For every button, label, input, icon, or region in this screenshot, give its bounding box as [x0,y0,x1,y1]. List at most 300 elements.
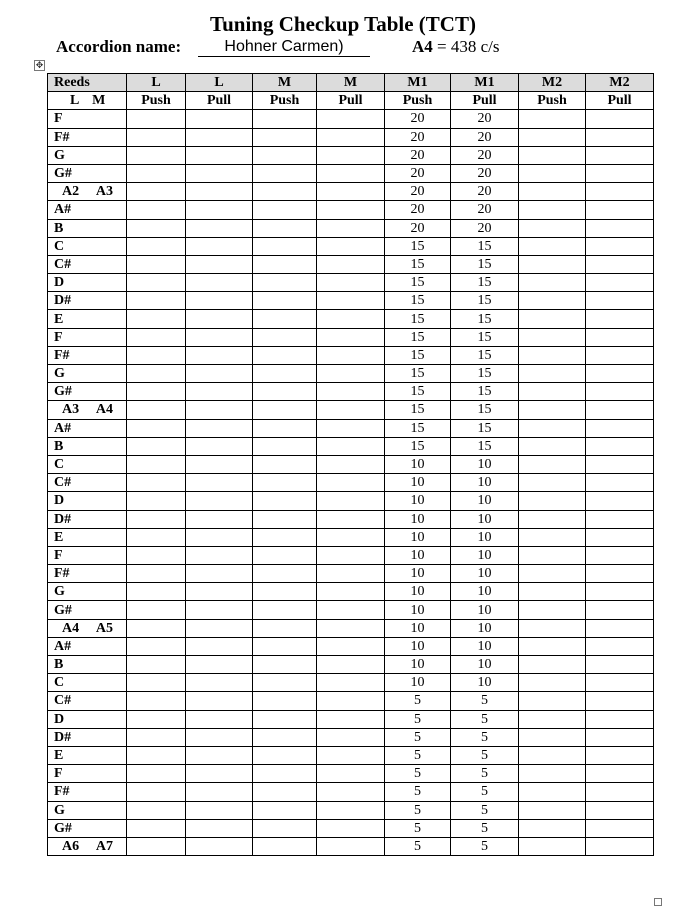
empty-cell[interactable] [317,164,385,182]
empty-cell[interactable] [317,365,385,383]
empty-cell[interactable] [186,528,253,546]
empty-cell[interactable] [519,783,586,801]
empty-cell[interactable] [586,128,654,146]
note-cell[interactable]: C [48,455,127,473]
empty-cell[interactable] [186,255,253,273]
empty-cell[interactable] [586,455,654,473]
empty-cell[interactable] [317,583,385,601]
empty-cell[interactable] [253,710,317,728]
note-cell[interactable]: C# [48,474,127,492]
empty-cell[interactable] [586,328,654,346]
empty-cell[interactable] [127,710,186,728]
empty-cell[interactable] [519,765,586,783]
empty-cell[interactable] [253,619,317,637]
empty-cell[interactable] [317,510,385,528]
empty-cell[interactable] [519,492,586,510]
m1-pull-cell[interactable]: 5 [451,801,519,819]
empty-cell[interactable] [317,310,385,328]
m1-pull-cell[interactable]: 15 [451,346,519,364]
empty-cell[interactable] [586,583,654,601]
m1-push-cell[interactable]: 15 [385,255,451,273]
m1-pull-cell[interactable]: 20 [451,183,519,201]
note-cell[interactable]: G [48,365,127,383]
empty-cell[interactable] [317,801,385,819]
empty-cell[interactable] [519,365,586,383]
m1-push-cell[interactable]: 10 [385,619,451,637]
empty-cell[interactable] [186,637,253,655]
empty-cell[interactable] [519,692,586,710]
empty-cell[interactable] [253,110,317,128]
empty-cell[interactable] [586,346,654,364]
empty-cell[interactable] [253,674,317,692]
empty-cell[interactable] [317,728,385,746]
empty-cell[interactable] [186,455,253,473]
empty-cell[interactable] [586,419,654,437]
m1-pull-cell[interactable]: 20 [451,146,519,164]
m1-push-cell[interactable]: 20 [385,219,451,237]
empty-cell[interactable] [586,710,654,728]
empty-cell[interactable] [317,437,385,455]
empty-cell[interactable] [186,365,253,383]
m1-pull-cell[interactable]: 5 [451,819,519,837]
note-cell[interactable]: A6 A7 [48,837,127,855]
m1-pull-cell[interactable]: 15 [451,419,519,437]
m1-push-cell[interactable]: 20 [385,110,451,128]
empty-cell[interactable] [253,419,317,437]
empty-cell[interactable] [186,492,253,510]
empty-cell[interactable] [317,274,385,292]
empty-cell[interactable] [186,164,253,182]
note-cell[interactable]: F# [48,346,127,364]
empty-cell[interactable] [317,674,385,692]
empty-cell[interactable] [317,710,385,728]
m1-pull-cell[interactable]: 10 [451,546,519,564]
m1-push-cell[interactable]: 15 [385,365,451,383]
note-cell[interactable]: E [48,528,127,546]
empty-cell[interactable] [519,201,586,219]
note-cell[interactable]: E [48,746,127,764]
m1-pull-cell[interactable]: 5 [451,728,519,746]
empty-cell[interactable] [127,528,186,546]
empty-cell[interactable] [519,383,586,401]
resize-square-icon[interactable] [654,898,662,906]
empty-cell[interactable] [127,765,186,783]
empty-cell[interactable] [586,819,654,837]
m1-pull-cell[interactable]: 10 [451,492,519,510]
m1-push-cell[interactable]: 10 [385,583,451,601]
m1-pull-cell[interactable]: 10 [451,455,519,473]
m1-push-cell[interactable]: 5 [385,819,451,837]
note-cell[interactable]: G# [48,383,127,401]
m1-push-cell[interactable]: 5 [385,692,451,710]
empty-cell[interactable] [127,437,186,455]
empty-cell[interactable] [186,110,253,128]
empty-cell[interactable] [127,274,186,292]
m1-push-cell[interactable]: 5 [385,746,451,764]
empty-cell[interactable] [586,783,654,801]
empty-cell[interactable] [127,746,186,764]
empty-cell[interactable] [186,783,253,801]
note-cell[interactable]: A# [48,201,127,219]
note-cell[interactable]: F [48,110,127,128]
m1-pull-cell[interactable]: 10 [451,565,519,583]
empty-cell[interactable] [586,164,654,182]
empty-cell[interactable] [127,656,186,674]
empty-cell[interactable] [127,146,186,164]
empty-cell[interactable] [586,601,654,619]
empty-cell[interactable] [127,164,186,182]
note-cell[interactable]: F# [48,565,127,583]
empty-cell[interactable] [317,601,385,619]
m1-push-cell[interactable]: 20 [385,128,451,146]
empty-cell[interactable] [586,474,654,492]
empty-cell[interactable] [317,346,385,364]
empty-cell[interactable] [253,637,317,655]
note-cell[interactable]: B [48,656,127,674]
m1-pull-cell[interactable]: 20 [451,110,519,128]
m1-push-cell[interactable]: 10 [385,546,451,564]
empty-cell[interactable] [317,546,385,564]
m1-push-cell[interactable]: 15 [385,328,451,346]
m1-push-cell[interactable]: 10 [385,474,451,492]
empty-cell[interactable] [253,692,317,710]
empty-cell[interactable] [586,201,654,219]
empty-cell[interactable] [186,710,253,728]
empty-cell[interactable] [519,183,586,201]
m1-pull-cell[interactable]: 10 [451,674,519,692]
empty-cell[interactable] [317,183,385,201]
empty-cell[interactable] [519,801,586,819]
note-cell[interactable]: C# [48,692,127,710]
note-cell[interactable]: D# [48,728,127,746]
note-cell[interactable]: F [48,328,127,346]
empty-cell[interactable] [519,819,586,837]
empty-cell[interactable] [186,728,253,746]
empty-cell[interactable] [186,656,253,674]
empty-cell[interactable] [317,383,385,401]
m1-push-cell[interactable]: 15 [385,437,451,455]
empty-cell[interactable] [586,365,654,383]
empty-cell[interactable] [519,746,586,764]
empty-cell[interactable] [186,328,253,346]
empty-cell[interactable] [127,292,186,310]
empty-cell[interactable] [586,528,654,546]
empty-cell[interactable] [127,819,186,837]
empty-cell[interactable] [127,219,186,237]
empty-cell[interactable] [186,310,253,328]
empty-cell[interactable] [317,419,385,437]
empty-cell[interactable] [186,746,253,764]
empty-cell[interactable] [317,837,385,855]
empty-cell[interactable] [253,201,317,219]
empty-cell[interactable] [519,455,586,473]
empty-cell[interactable] [186,692,253,710]
m1-pull-cell[interactable]: 20 [451,128,519,146]
empty-cell[interactable] [127,110,186,128]
m1-pull-cell[interactable]: 15 [451,437,519,455]
empty-cell[interactable] [253,728,317,746]
empty-cell[interactable] [186,601,253,619]
empty-cell[interactable] [127,692,186,710]
m1-push-cell[interactable]: 10 [385,455,451,473]
empty-cell[interactable] [186,819,253,837]
m1-push-cell[interactable]: 10 [385,674,451,692]
m1-pull-cell[interactable]: 10 [451,510,519,528]
m1-pull-cell[interactable]: 10 [451,637,519,655]
empty-cell[interactable] [317,783,385,801]
note-cell[interactable]: D [48,492,127,510]
m1-push-cell[interactable]: 15 [385,419,451,437]
empty-cell[interactable] [186,583,253,601]
empty-cell[interactable] [586,765,654,783]
empty-cell[interactable] [519,237,586,255]
empty-cell[interactable] [127,783,186,801]
empty-cell[interactable] [253,346,317,364]
empty-cell[interactable] [253,565,317,583]
m1-push-cell[interactable]: 15 [385,310,451,328]
note-cell[interactable]: D [48,274,127,292]
m1-pull-cell[interactable]: 15 [451,365,519,383]
note-cell[interactable]: G# [48,601,127,619]
empty-cell[interactable] [253,765,317,783]
m1-pull-cell[interactable]: 10 [451,656,519,674]
empty-cell[interactable] [127,565,186,583]
empty-cell[interactable] [253,292,317,310]
move-cross-icon[interactable]: ✥ [35,61,44,71]
empty-cell[interactable] [186,437,253,455]
empty-cell[interactable] [186,765,253,783]
empty-cell[interactable] [586,656,654,674]
empty-cell[interactable] [253,365,317,383]
m1-push-cell[interactable]: 10 [385,601,451,619]
empty-cell[interactable] [253,474,317,492]
m1-pull-cell[interactable]: 15 [451,237,519,255]
m1-push-cell[interactable]: 20 [385,164,451,182]
m1-pull-cell[interactable]: 5 [451,692,519,710]
empty-cell[interactable] [253,183,317,201]
note-cell[interactable]: G [48,801,127,819]
empty-cell[interactable] [317,401,385,419]
empty-cell[interactable] [253,801,317,819]
empty-cell[interactable] [586,746,654,764]
empty-cell[interactable] [317,492,385,510]
empty-cell[interactable] [586,146,654,164]
note-cell[interactable]: F# [48,128,127,146]
empty-cell[interactable] [253,492,317,510]
empty-cell[interactable] [586,237,654,255]
empty-cell[interactable] [253,656,317,674]
empty-cell[interactable] [127,801,186,819]
m1-pull-cell[interactable]: 5 [451,765,519,783]
empty-cell[interactable] [253,146,317,164]
note-cell[interactable]: G [48,583,127,601]
empty-cell[interactable] [127,401,186,419]
empty-cell[interactable] [127,183,186,201]
m1-push-cell[interactable]: 5 [385,765,451,783]
empty-cell[interactable] [127,328,186,346]
m1-push-cell[interactable]: 10 [385,528,451,546]
empty-cell[interactable] [186,201,253,219]
empty-cell[interactable] [186,419,253,437]
empty-cell[interactable] [519,656,586,674]
empty-cell[interactable] [253,164,317,182]
empty-cell[interactable] [586,492,654,510]
empty-cell[interactable] [253,819,317,837]
empty-cell[interactable] [519,346,586,364]
empty-cell[interactable] [127,583,186,601]
empty-cell[interactable] [317,255,385,273]
m1-push-cell[interactable]: 20 [385,146,451,164]
empty-cell[interactable] [519,601,586,619]
note-cell[interactable]: A2 A3 [48,183,127,201]
note-cell[interactable]: G [48,146,127,164]
empty-cell[interactable] [519,619,586,637]
empty-cell[interactable] [519,419,586,437]
empty-cell[interactable] [317,656,385,674]
empty-cell[interactable] [253,437,317,455]
empty-cell[interactable] [519,510,586,528]
empty-cell[interactable] [586,801,654,819]
empty-cell[interactable] [317,237,385,255]
empty-cell[interactable] [586,728,654,746]
accordion-name-value[interactable]: Hohner Carmen) [198,37,370,57]
note-cell[interactable]: B [48,219,127,237]
empty-cell[interactable] [586,255,654,273]
note-cell[interactable]: E [48,310,127,328]
empty-cell[interactable] [127,383,186,401]
note-cell[interactable]: A# [48,419,127,437]
empty-cell[interactable] [253,383,317,401]
note-cell[interactable]: A# [48,637,127,655]
empty-cell[interactable] [519,637,586,655]
m1-push-cell[interactable]: 5 [385,837,451,855]
empty-cell[interactable] [253,783,317,801]
m1-pull-cell[interactable]: 5 [451,710,519,728]
m1-push-cell[interactable]: 15 [385,292,451,310]
empty-cell[interactable] [317,201,385,219]
empty-cell[interactable] [586,565,654,583]
empty-cell[interactable] [186,146,253,164]
empty-cell[interactable] [186,274,253,292]
note-cell[interactable]: A4 A5 [48,619,127,637]
note-cell[interactable]: D# [48,292,127,310]
empty-cell[interactable] [253,746,317,764]
empty-cell[interactable] [586,637,654,655]
m1-pull-cell[interactable]: 15 [451,328,519,346]
empty-cell[interactable] [317,746,385,764]
m1-pull-cell[interactable]: 15 [451,401,519,419]
m1-pull-cell[interactable]: 15 [451,383,519,401]
empty-cell[interactable] [186,183,253,201]
m1-push-cell[interactable]: 20 [385,201,451,219]
empty-cell[interactable] [127,492,186,510]
empty-cell[interactable] [586,383,654,401]
empty-cell[interactable] [186,837,253,855]
empty-cell[interactable] [519,164,586,182]
empty-cell[interactable] [127,419,186,437]
empty-cell[interactable] [586,310,654,328]
empty-cell[interactable] [317,565,385,583]
m1-pull-cell[interactable]: 15 [451,274,519,292]
m1-pull-cell[interactable]: 5 [451,783,519,801]
empty-cell[interactable] [519,528,586,546]
m1-pull-cell[interactable]: 10 [451,619,519,637]
empty-cell[interactable] [317,455,385,473]
empty-cell[interactable] [186,546,253,564]
m1-push-cell[interactable]: 15 [385,346,451,364]
empty-cell[interactable] [519,128,586,146]
empty-cell[interactable] [519,401,586,419]
empty-cell[interactable] [186,292,253,310]
empty-cell[interactable] [186,237,253,255]
m1-pull-cell[interactable]: 15 [451,255,519,273]
empty-cell[interactable] [317,110,385,128]
empty-cell[interactable] [253,328,317,346]
empty-cell[interactable] [586,437,654,455]
empty-cell[interactable] [519,546,586,564]
empty-cell[interactable] [586,674,654,692]
empty-cell[interactable] [519,146,586,164]
note-cell[interactable]: D# [48,510,127,528]
empty-cell[interactable] [127,237,186,255]
empty-cell[interactable] [519,728,586,746]
m1-pull-cell[interactable]: 15 [451,310,519,328]
empty-cell[interactable] [317,328,385,346]
empty-cell[interactable] [519,310,586,328]
m1-push-cell[interactable]: 15 [385,274,451,292]
empty-cell[interactable] [317,528,385,546]
note-cell[interactable]: C [48,674,127,692]
empty-cell[interactable] [519,255,586,273]
empty-cell[interactable] [186,619,253,637]
empty-cell[interactable] [127,546,186,564]
empty-cell[interactable] [519,274,586,292]
m1-push-cell[interactable]: 15 [385,401,451,419]
empty-cell[interactable] [586,619,654,637]
empty-cell[interactable] [127,637,186,655]
empty-cell[interactable] [253,310,317,328]
empty-cell[interactable] [519,437,586,455]
empty-cell[interactable] [317,765,385,783]
empty-cell[interactable] [127,619,186,637]
empty-cell[interactable] [519,710,586,728]
empty-cell[interactable] [519,583,586,601]
empty-cell[interactable] [186,565,253,583]
m1-pull-cell[interactable]: 10 [451,601,519,619]
m1-push-cell[interactable]: 5 [385,728,451,746]
empty-cell[interactable] [127,837,186,855]
empty-cell[interactable] [253,510,317,528]
m1-push-cell[interactable]: 20 [385,183,451,201]
empty-cell[interactable] [186,383,253,401]
m1-push-cell[interactable]: 10 [385,565,451,583]
m1-pull-cell[interactable]: 10 [451,583,519,601]
m1-push-cell[interactable]: 5 [385,801,451,819]
empty-cell[interactable] [186,346,253,364]
empty-cell[interactable] [253,546,317,564]
empty-cell[interactable] [186,674,253,692]
note-cell[interactable]: D [48,710,127,728]
empty-cell[interactable] [186,474,253,492]
empty-cell[interactable] [317,637,385,655]
empty-cell[interactable] [127,674,186,692]
empty-cell[interactable] [519,565,586,583]
empty-cell[interactable] [127,474,186,492]
empty-cell[interactable] [317,146,385,164]
empty-cell[interactable] [317,692,385,710]
empty-cell[interactable] [127,728,186,746]
empty-cell[interactable] [519,219,586,237]
